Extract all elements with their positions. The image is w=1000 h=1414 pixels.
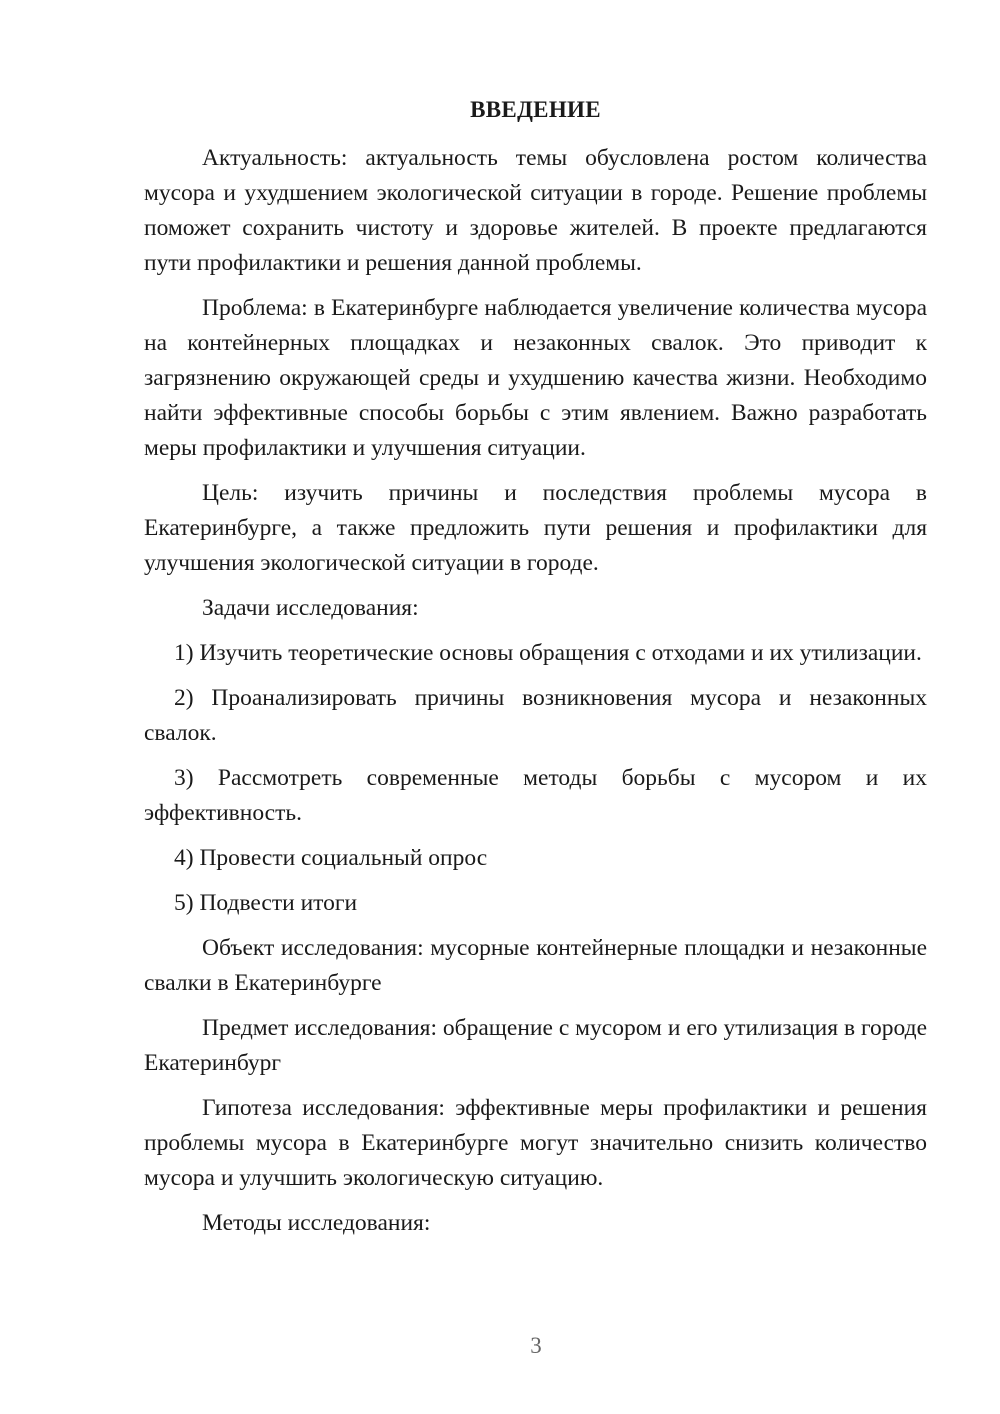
document-page — [144, 92, 927, 1251]
task-item: 4) Провести социальный опрос — [174, 845, 488, 871]
tasks-heading: Задачи исследования: — [202, 595, 419, 621]
page-number: 3 — [530, 1333, 542, 1358]
task-item: 3) Рассмотреть современные методы борьбы с мусором и их эффективность. — [144, 765, 927, 826]
object-paragraph: Объект исследования: мусорные контейнерные площадки и незаконные свалки в Екатеринбурге — [144, 935, 927, 996]
task-item: 1) Изучить теоретические основы обращения с отходами и их утилизации. — [174, 640, 922, 666]
hypothesis-paragraph: Гипотеза исследования: эффективные меры профилактики и решения проблемы мусора в Екатеринбурге могут значительно снизить количество мусора и улучшить экологическую ситуацию. — [144, 1095, 927, 1191]
task-item: 5) Подвести итоги — [174, 890, 358, 916]
relevance-paragraph: Актуальность: актуальность темы обусловлена ростом количества мусора и ухудшением экологической ситуации в городе. Решение проблемы поможет сохранить чистоту и здоровье жителей. В проекте предлагаются пути профилактики и решения данной проблемы. — [144, 145, 927, 276]
subject-paragraph: Предмет исследования: обращение с мусором и его утилизация в городе Екатеринбург — [144, 1015, 927, 1076]
task-item: 2) Проанализировать причины возникновения мусора и незаконных свалок. — [144, 685, 927, 746]
problem-paragraph: Проблема: в Екатеринбурге наблюдается увеличение количества мусора на контейнерных площадках и незаконных свалок. Это приводит к загрязнению окружающей среды и ухудшению качества жизни. Необходимо найти эффективные способы борьбы с этим явлением. Важно разработать меры профилактики и улучшения ситуации. — [144, 295, 927, 461]
section-title: ВВЕДЕНИЕ — [470, 97, 601, 122]
methods-heading: Методы исследования: — [202, 1210, 431, 1236]
goal-paragraph: Цель: изучить причины и последствия проблемы мусора в Екатеринбурге, а также предложить пути решения и профилактики для улучшения экологической ситуации в городе. — [144, 480, 927, 576]
